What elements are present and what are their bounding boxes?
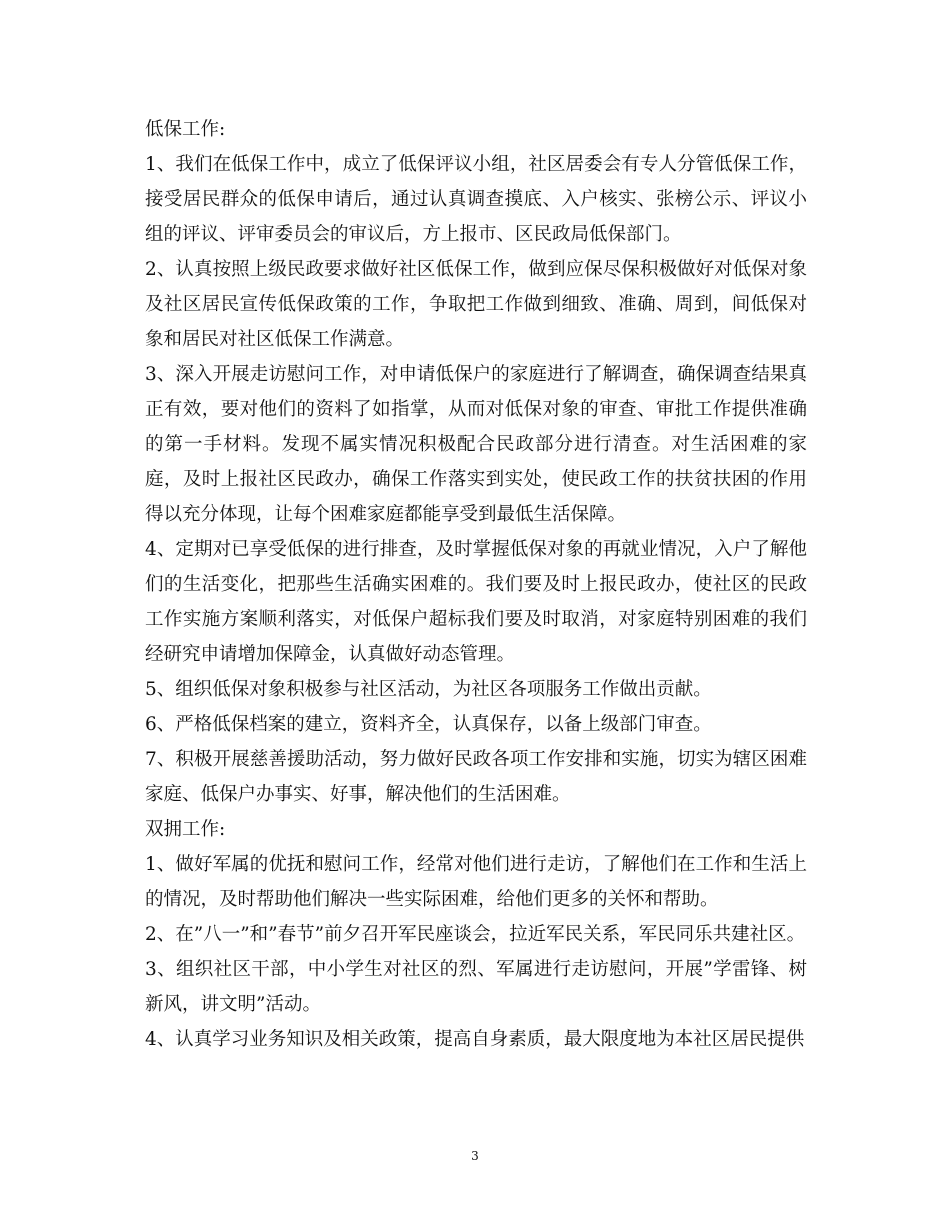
- paragraph-military-1: 1、做好军属的优抚和慰问工作，经常对他们进行走访，了解他们在工作和生活上的情况，及时帮助他们解决一些实际困难，给他们更多的关怀和帮助。: [145, 854, 807, 910]
- paragraph-military-3: 3、组织社区干部，中小学生对社区的烈、军属进行走访慰问，开展”学雷锋、树新风，讲文明”活动。: [145, 959, 807, 1015]
- paragraph-military-2: 2、在”八一”和”春节”前夕召开军民座谈会，拉近军民关系，军民同乐共建社区。: [145, 924, 806, 945]
- paragraph-subsistence-4: 4、定期对已享受低保的进行排查，及时掌握低保对象的再就业情况，入户了解他们的生活变化，把那些生活确实困难的。我们要及时上报民政办，使社区的民政工作实施方案顺利落实，对低保户超标我们要及时取消，对家庭特别困难的我们经研究申请增加保障金，认真做好动态管理。: [145, 539, 807, 665]
- section-heading-military-support: 双拥工作:: [145, 819, 226, 840]
- paragraph-military-4: 4、认真学习业务知识及相关政策，提高自身素质，最大限度地为本社区居民提供: [145, 1029, 805, 1050]
- paragraph-subsistence-2: 2、认真按照上级民政要求做好社区低保工作，做到应保尽保积极做好对低保对象及社区居民宣传低保政策的工作，争取把工作做到细致、准确、周到，间低保对象和居民对社区低保工作满意。: [145, 259, 807, 350]
- paragraph-subsistence-6: 6、严格低保档案的建立，资料齐全，认真保存，以备上级部门审查。: [145, 714, 712, 735]
- paragraph-subsistence-5: 5、组织低保对象积极参与社区活动，为社区各项服务工作做出贡献。: [145, 679, 712, 700]
- paragraph-subsistence-3: 3、深入开展走访慰问工作，对申请低保户的家庭进行了解调查，确保调查结果真正有效，要对他们的资料了如指掌，从而对低保对象的审查、审批工作提供准确的第一手材料。发现不属实情况积极配合民政部分进行清查。对生活困难的家庭，及时上报社区民政办，确保工作落实到实处，使民政工作的扶贫扶困的作用得以充分体现，让每个困难家庭都能享受到最低生活保障。: [145, 364, 807, 525]
- document-body: [145, 112, 807, 1057]
- section-heading-subsistence: 低保工作:: [145, 119, 226, 140]
- paragraph-subsistence-1: 1、我们在低保工作中，成立了低保评议小组，社区居委会有专人分管低保工作，接受居民群众的低保申请后，通过认真调查摸底、入户核实、张榜公示、评议小组的评议、评审委员会的审议后，方上报市、区民政局低保部门。: [145, 154, 807, 245]
- paragraph-subsistence-7: 7、积极开展慈善援助活动，努力做好民政各项工作安排和实施，切实为辖区困难家庭、低保户办事实、好事，解决他们的生活困难。: [145, 749, 807, 805]
- page-number: 3: [471, 1149, 479, 1163]
